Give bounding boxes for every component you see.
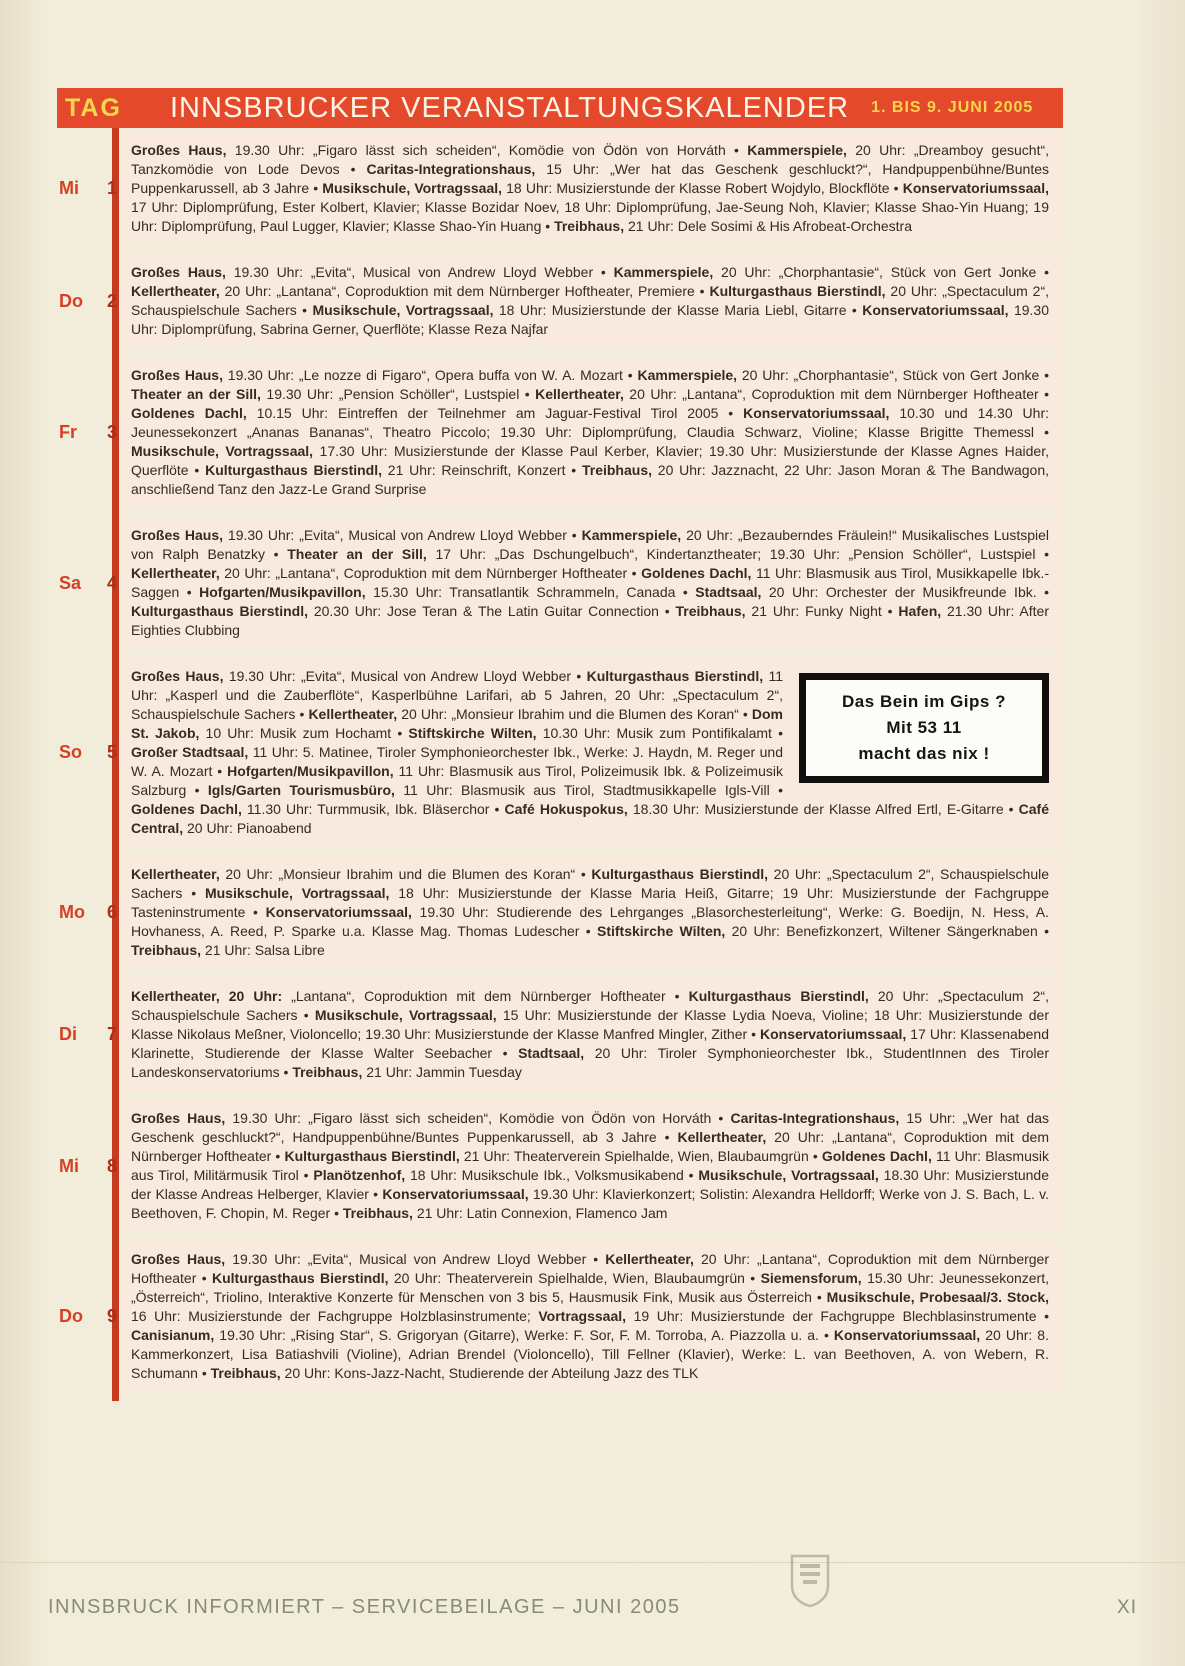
event-detail: 20 Uhr: Orchester der Musikfreunde Ibk. • <box>761 584 1050 600</box>
venue-name: Kellertheater, <box>677 1129 767 1145</box>
venue-name: Konservatoriumssaal, <box>902 180 1049 196</box>
event-detail: 11 Uhr: Blasmusik aus Tirol, Musikkapelle Ibk.-Saggen • <box>131 565 1049 600</box>
event-detail: 20 Uhr: Theaterverein Spielhalde, Wien, Blaubaumgrün • <box>388 1270 761 1286</box>
venue-name: Kulturgasthaus Bierstindl, <box>591 866 769 882</box>
venue-name: Treibhaus, <box>292 1064 363 1080</box>
event-detail: 19.30 Uhr: „Rising Star“, S. Grigoryan (Gitarre), Werke: F. Sor, F. M. Torroba, A. Piazzolla u. a. • <box>214 1327 834 1343</box>
ad-box <box>799 673 1049 783</box>
venue-name: Großes Haus, <box>131 527 224 543</box>
page-number: XI <box>1117 1597 1137 1618</box>
venue-name: Goldenes Dachl, <box>131 405 247 421</box>
event-detail: 20 Uhr: „Lantana“, Coproduktion mit dem Nürnberger Hoftheater • <box>623 386 1050 402</box>
day-number: 6 <box>106 902 117 922</box>
event-detail: 19 Uhr: Musizierstunde der Fachgruppe Blechblasinstrumente • <box>626 1308 1049 1324</box>
venue-name: Kellertheater, <box>131 283 220 299</box>
event-detail: 19.30 Uhr: Diplomprüfung, Sabrina Gerner, Querflöte; Klasse Reza Najfar <box>131 302 1049 337</box>
venue-name: Musikschule, Vortragssaal, <box>312 302 494 318</box>
venue-name: Dom St. Jakob, <box>131 706 784 741</box>
event-detail: 20 Uhr: „Spectaculum 2“, Schauspielschule Sachers • <box>131 988 1049 1023</box>
event-detail: 20 Uhr: „Chorphantasie“, Stück von Gert Jonke • <box>737 367 1049 383</box>
day-row <box>57 517 1063 649</box>
event-detail: 21 Uhr: Reinschrift, Konzert • <box>382 462 582 478</box>
venue-name: Stiftskirche Wilten, <box>408 725 537 741</box>
event-detail: 11 Uhr: Blasmusik aus Tirol, Stadtmusikkapelle Igls-Vill • <box>394 782 783 798</box>
venue-name: Treibhaus, <box>675 603 746 619</box>
event-detail: 19.30 Uhr: Studierende des Lehrganges „Blasorchesterleitung“, Werke: G. Boedijn, N. Hess, A. Hovhaness, A. Reed, P. Sparke u.a. Klasse Mag. Thomas Ludescher • <box>131 904 1049 939</box>
venue-name: Musikschule, Vortragssaal, <box>204 885 390 901</box>
event-detail: 15 Uhr: „Wer hat das Geschenk geschluckt?“, Handpuppenbühne/Buntes Puppenkarussell, ab 3 Jahre • <box>131 161 1049 196</box>
venue-name: Canisianum, <box>131 1327 215 1343</box>
calendar-rows <box>57 132 1063 1401</box>
ad-box-line: macht das nix ! <box>858 744 990 763</box>
venue-name: Vortragssaal, <box>538 1308 627 1324</box>
event-detail: 18 Uhr: Musizierstunde der Klasse Maria Heiß, Gitarre; 19 Uhr: Musizierstunde der Fachgruppe Tasteninstrumente • <box>131 885 1050 920</box>
event-detail: 18.30 Uhr: Musizierstunde der Klasse Alfred Ertl, E-Gitarre • <box>627 801 1019 817</box>
event-detail: 20 Uhr: „Lantana“, Coproduktion mit dem Nürnberger Hoftheater, Premiere • <box>219 283 710 299</box>
venue-name: Kulturgasthaus Bierstindl, <box>709 283 886 299</box>
day-row <box>57 132 1063 245</box>
event-detail: 20 Uhr: „Chorphantasie“, Stück von Gert Jonke • <box>713 264 1049 280</box>
event-detail: 20 Uhr: „Lantana“, Coproduktion mit dem Nürnberger Hoftheater • <box>131 1251 1050 1286</box>
venue-name: Planötzenhof, <box>313 1167 406 1183</box>
day-column-header: TAG <box>65 93 122 122</box>
event-text <box>119 856 1063 969</box>
ad-box-inner <box>806 680 1042 776</box>
event-text <box>119 517 1063 649</box>
ad-box-line: Mit 53 11 <box>886 718 962 737</box>
event-detail: 21 Uhr: Latin Connexion, Flamenco Jam <box>412 1205 668 1221</box>
venue-name: Kellertheater, <box>535 386 624 402</box>
venue-name: Treibhaus, <box>342 1205 413 1221</box>
day-label <box>57 902 119 923</box>
event-detail: 19.30 Uhr: „Le nozze di Figaro“, Opera buffa von W. A. Mozart • <box>222 367 638 383</box>
ad-box-line: Das Bein im Gips ? <box>842 692 1006 711</box>
event-text <box>119 978 1063 1091</box>
venue-name: Kammerspiele, <box>613 264 714 280</box>
footer-caption: INNSBRUCK INFORMIERT – SERVICEBEILAGE – JUNI 2005 <box>48 1596 681 1618</box>
event-text <box>119 132 1063 245</box>
day-row <box>57 856 1063 969</box>
day-name: Sa <box>59 572 82 593</box>
page-fold-line <box>0 1562 1185 1563</box>
venue-name: Goldenes Dachl, <box>641 565 752 581</box>
day-name: Mi <box>59 178 79 198</box>
event-text <box>119 254 1063 348</box>
venue-name: Café Hokuspokus, <box>504 801 628 817</box>
event-detail: 15.30 Uhr: Jeunessekonzert, „Österreich“, Triolino, Interaktive Konzerte für Menschen von 3 bis 5, Hausmusik Fink, Musik aus Österreich • <box>131 1270 1049 1305</box>
event-detail: 20 Uhr: Pianoabend <box>183 820 312 836</box>
venue-name: Konservatoriumssaal, <box>833 1327 981 1343</box>
venue-name: Café Central, <box>131 801 1049 836</box>
event-detail: 16 Uhr: Musizierstunde der Fachgruppe Holzblasinstrumente; <box>131 1308 539 1324</box>
day-number: 7 <box>106 1024 117 1044</box>
venue-name: Großes Haus, <box>131 1251 226 1267</box>
venue-name: Hofgarten/Musikpavillon, <box>227 763 394 779</box>
day-number: 1 <box>106 178 117 198</box>
day-label <box>57 422 119 443</box>
day-name: Do <box>59 1306 83 1326</box>
event-detail: 21 Uhr: Jammin Tuesday <box>362 1064 522 1080</box>
event-detail: 17 Uhr: Klassenabend Klarinette, Studierende der Klasse Walter Seebacher • <box>131 1026 1049 1061</box>
venue-name: Musikschule, Probesaal/3. Stock, <box>826 1289 1049 1305</box>
event-detail: 21 Uhr: Funky Night • <box>745 603 899 619</box>
day-row <box>57 658 1063 847</box>
event-detail: 20 Uhr: Benefizkonzert, Wiltener Sängerknaben • <box>725 923 1049 939</box>
event-detail: 21.30 Uhr: After Eighties Clubbing <box>131 603 1049 638</box>
day-name: Mi <box>59 1155 79 1176</box>
day-row <box>57 357 1063 508</box>
venue-name: Theater an der Sill, <box>287 546 427 562</box>
event-detail: 11 Uhr: Blasmusik aus Tirol, Militärmusik Tirol • <box>131 1148 1049 1183</box>
event-text <box>119 1100 1063 1232</box>
venue-name: Kulturgasthaus Bierstindl, <box>284 1148 460 1164</box>
venue-name: Stiftskirche Wilten, <box>596 923 726 939</box>
venue-name: Stadtsaal, <box>518 1045 585 1061</box>
day-row <box>57 978 1063 1091</box>
day-label <box>57 1024 119 1045</box>
event-detail: 19.30 Uhr: „Pension Schöller“, Lustspiel • <box>260 386 536 402</box>
day-row <box>57 1100 1063 1232</box>
venue-name: Musikschule, Vortragssaal, <box>131 443 314 459</box>
footer <box>48 1596 1137 1619</box>
venue-name: Musikschule, Vortragssaal, <box>698 1167 879 1183</box>
venue-name: Hofgarten/Musikpavillon, <box>199 584 366 600</box>
event-detail: 20 Uhr: „Spectaculum 2“, Schauspielschule Sachers • <box>131 283 1050 318</box>
event-detail: 20 Uhr: „Bezauberndes Fräulein!“ Musikalisches Lustspiel von Ralph Benatzky • <box>131 527 1049 562</box>
event-detail: 21 Uhr: Theaterverein Spielhalde, Wien, Blaubaumgrün • <box>459 1148 822 1164</box>
event-detail: 19.30 Uhr: „Evita“, Musical von Andrew Lloyd Webber • <box>225 264 614 280</box>
event-detail: 17.30 Uhr: Musizierstunde der Klasse Paul Kerber, Klavier; 19.30 Uhr: Musizierstunde der Klasse Agnes Haider, Querflöte • <box>131 443 1049 478</box>
venue-name: Großes Haus, <box>131 264 226 280</box>
venue-name: Großes Haus, <box>131 668 224 684</box>
venue-name: Kammerspiele, <box>747 142 847 158</box>
day-label <box>57 742 119 763</box>
day-number: 9 <box>106 1306 117 1326</box>
event-detail: 19.30 Uhr: „Evita“, Musical von Andrew Lloyd Webber • <box>223 668 587 684</box>
venue-name: Treibhaus, <box>581 462 652 478</box>
venue-name: Kellertheater, <box>131 866 220 882</box>
venue-name: Kammerspiele, <box>637 367 738 383</box>
event-detail: 11 Uhr: 5. Matinee, Tiroler Symphonieorchester Ibk., Werke: J. Haydn, M. Reger und W. A. Mozart • <box>131 744 784 779</box>
day-number: 4 <box>106 572 117 593</box>
event-detail: 21 Uhr: Dele Sosimi & His Afrobeat-Orchestra <box>624 218 912 234</box>
venue-name: Kellertheater, <box>131 565 220 581</box>
event-detail: „Lantana“, Coproduktion mit dem Nürnberger Hoftheater • <box>282 988 689 1004</box>
venue-name: Kammerspiele, <box>581 527 682 543</box>
event-detail: 10 Uhr: Musik zum Hochamt • <box>199 725 409 741</box>
event-text <box>119 357 1063 508</box>
day-label <box>57 1306 119 1327</box>
event-detail: 19.30 Uhr: Klavierkonzert; Solistin: Alexandra Helldorff; Werke von J. S. Bach, L. v. Beethoven, F. Chopin, M. Reger • <box>131 1186 1049 1221</box>
event-detail: 11.30 Uhr: Turmmusik, Ibk. Bläserchor • <box>241 801 505 817</box>
venue-name: Kellertheater, <box>308 706 398 722</box>
event-detail: 20 Uhr: Kons-Jazz-Nacht, Studierende der Abteilung Jazz des TLK <box>280 1365 699 1381</box>
event-detail: 20 Uhr: 8. Kammerkonzert, Lisa Batiashvili (Violine), Adrian Brendel (Violoncello), Till Fellner (Klavier), Werke: L. van Beethoven, A. von Webern, R. Schumann • <box>131 1327 1049 1381</box>
event-text <box>119 658 1063 847</box>
venue-name: Konservatoriumssaal, <box>743 405 890 421</box>
day-number: 8 <box>106 1155 117 1176</box>
event-detail: 21 Uhr: Salsa Libre <box>201 942 325 958</box>
event-detail: 18 Uhr: Musikschule Ibk., Volksmusikabend • <box>405 1167 699 1183</box>
day-name: Fr <box>59 422 77 442</box>
venue-name: Großer Stadtsaal, <box>131 744 249 760</box>
event-detail: 18 Uhr: Musizierstunde der Klasse Robert Wojdylo, Blockflöte • <box>502 180 903 196</box>
venue-name: Theater an der Sill, <box>131 386 261 402</box>
event-detail: 19.30 Uhr: „Figaro lässt sich scheiden“, Komödie von Ödön von Horváth • <box>226 142 748 158</box>
event-detail: 18.30 Uhr: Musizierstunde der Klasse Andreas Helberger, Klavier • <box>131 1167 1049 1202</box>
event-text <box>119 1241 1063 1392</box>
header-bar <box>57 88 1063 128</box>
event-detail: 11 Uhr: Blasmusik aus Tirol, Polizeimusik Ibk. & Polizeimusik Salzburg • <box>131 763 783 798</box>
venue-name: Hafen, <box>898 603 942 619</box>
day-row <box>57 1241 1063 1392</box>
venue-name: Kulturgasthaus Bierstindl, <box>205 462 383 478</box>
event-detail: 20 Uhr: „Lantana“, Coproduktion mit dem Nürnberger Hoftheater • <box>219 565 642 581</box>
venue-name: Konservatoriumssaal, <box>265 904 412 920</box>
day-name: Mo <box>59 902 85 922</box>
venue-name: Kulturgasthaus Bierstindl, <box>212 1270 389 1286</box>
venue-name: Großes Haus, <box>131 142 227 158</box>
event-detail: 20 Uhr: „Spectaculum 2“, Schauspielschule Sachers • <box>131 866 1050 901</box>
venue-name: Großes Haus, <box>131 367 223 383</box>
event-detail: 17 Uhr: Diplomprüfung, Ester Kolbert, Klavier; Klasse Bozidar Noev, 18 Uhr: Diplomprüfung, Jae-Seung Noh, Klavier; Klasse Shao-Yin Huang; 19 Uhr: Diplomprüfung, Paul Lugger, Klavier; Klasse Shao-Yin Huang • <box>131 199 1049 234</box>
event-detail: 15.30 Uhr: Transatlantik Schrammeln, Canada • <box>365 584 696 600</box>
event-detail: 20 Uhr: „Monsieur Ibrahim und die Blumen des Koran“ • <box>397 706 752 722</box>
event-detail: 18 Uhr: Musizierstunde der Klasse Maria Liebl, Gitarre • <box>493 302 863 318</box>
date-range: 1. BIS 9. JUNI 2005 <box>871 99 1034 116</box>
event-detail: 10.30 und 14.30 Uhr: Jeunessekonzert „Ananas Bananas“, Theatro Piccolo; 19.30 Uhr: Diplomprüfung, Claudia Schwarz, Violine; Klasse Brigitte Themessl • <box>131 405 1049 440</box>
venue-name: Konservatoriumssaal, <box>862 302 1009 318</box>
day-label <box>57 178 119 199</box>
event-detail: 19.30 Uhr: „Evita“, Musical von Andrew Lloyd Webber • <box>225 1251 606 1267</box>
venue-name: Caritas-Integrationshaus, <box>366 161 536 177</box>
event-detail: 17 Uhr: „Das Dschungelbuch“, Kindertanztheater; 19.30 Uhr: „Pension Schöller“, Lustspiel • <box>426 546 1050 562</box>
day-name: So <box>59 742 83 762</box>
venue-name: Konservatoriumssaal, <box>382 1186 529 1202</box>
event-detail: 20 Uhr: Jazznacht, 22 Uhr: Jason Moran & The Bandwagon, anschließend Tanz den Jazz-Le Grand Surprise <box>131 462 1049 497</box>
venue-name: Musikschule, Vortragssaal, <box>314 1007 497 1023</box>
event-detail: 15 Uhr: Musizierstunde der Klasse Lydia Noeva, Violine; 18 Uhr: Musizierstunde der Klasse Nikolaus Meßner, Violoncello; 19.30 Uhr: Musizierstunde der Klasse Manfred Mingler, Zither • <box>131 1007 1050 1042</box>
day-name: Di <box>59 1024 77 1044</box>
venue-name: Igls/Garten Tourismusbüro, <box>207 782 395 798</box>
venue-name: Stadtsaal, <box>695 584 762 600</box>
event-detail: 15 Uhr: „Wer hat das Geschenk geschluckt?“, Handpuppenbühne/Buntes Puppenkarussell, ab 3 Jahre • <box>131 1110 1050 1145</box>
event-detail: 19.30 Uhr: „Evita“, Musical von Andrew Lloyd Webber • <box>223 527 582 543</box>
venue-name: Kellertheater, <box>605 1251 694 1267</box>
day-label <box>57 1156 119 1177</box>
event-detail: 11 Uhr: „Kasperl und die Zauberflöte“, Kasperlbühne Larifari, ab 5 Jahren, 20 Uhr: „Spectaculum 2“, Schauspielschule Sachers • <box>131 668 783 722</box>
day-row <box>57 254 1063 348</box>
day-label <box>57 291 119 312</box>
venue-name: Goldenes Dachl, <box>821 1148 932 1164</box>
event-detail: 20 Uhr: „Monsieur Ibrahim und die Blumen des Koran“ • <box>219 866 592 882</box>
venue-name: Kulturgasthaus Bierstindl, <box>131 603 308 619</box>
event-detail: 20 Uhr: „Dreamboy gesucht“, Tanzkomödie von Lode Devos • <box>131 142 1050 177</box>
day-number: 5 <box>106 742 117 762</box>
venue-name: Konservatoriumssaal, <box>760 1026 907 1042</box>
venue-name: Goldenes Dachl, <box>131 801 242 817</box>
venue-name: Treibhaus, <box>554 218 625 234</box>
venue-name: Großes Haus, <box>131 1110 226 1126</box>
event-detail: 10.30 Uhr: Musik zum Pontifikalamt • <box>536 725 783 741</box>
venue-name: Kulturgasthaus Bierstindl, <box>688 988 869 1004</box>
day-label <box>57 573 119 594</box>
event-detail: 20.30 Uhr: Jose Teran & The Latin Guitar Connection • <box>307 603 676 619</box>
venue-name: Treibhaus, <box>210 1365 281 1381</box>
page-title: INNSBRUCKER VERANSTALTUNGSKALENDER <box>170 91 850 124</box>
venue-name: Caritas-Integrationshaus, <box>730 1110 900 1126</box>
venue-name: Kulturgasthaus Bierstindl, <box>586 668 764 684</box>
day-number: 2 <box>106 290 117 311</box>
day-number: 3 <box>106 422 117 442</box>
day-name: Do <box>59 290 83 311</box>
event-detail: 20 Uhr: Tiroler Symphonieorchester Ibk., StudentInnen des Tiroler Landeskonservatoriums • <box>131 1045 1049 1080</box>
event-detail: 20 Uhr: „Lantana“, Coproduktion mit dem Nürnberger Hoftheater • <box>131 1129 1050 1164</box>
venue-name: Kellertheater, 20 Uhr: <box>131 988 283 1004</box>
venue-name: Siemensforum, <box>760 1270 862 1286</box>
event-detail: 10.15 Uhr: Eintreffen der Teilnehmer am Jaguar-Festival Tirol 2005 • <box>246 405 744 421</box>
venue-name: Treibhaus, <box>131 942 202 958</box>
venue-name: Musikschule, Vortragssaal, <box>322 180 503 196</box>
event-detail: 19.30 Uhr: „Figaro lässt sich scheiden“, Komödie von Ödön von Horváth • <box>225 1110 731 1126</box>
